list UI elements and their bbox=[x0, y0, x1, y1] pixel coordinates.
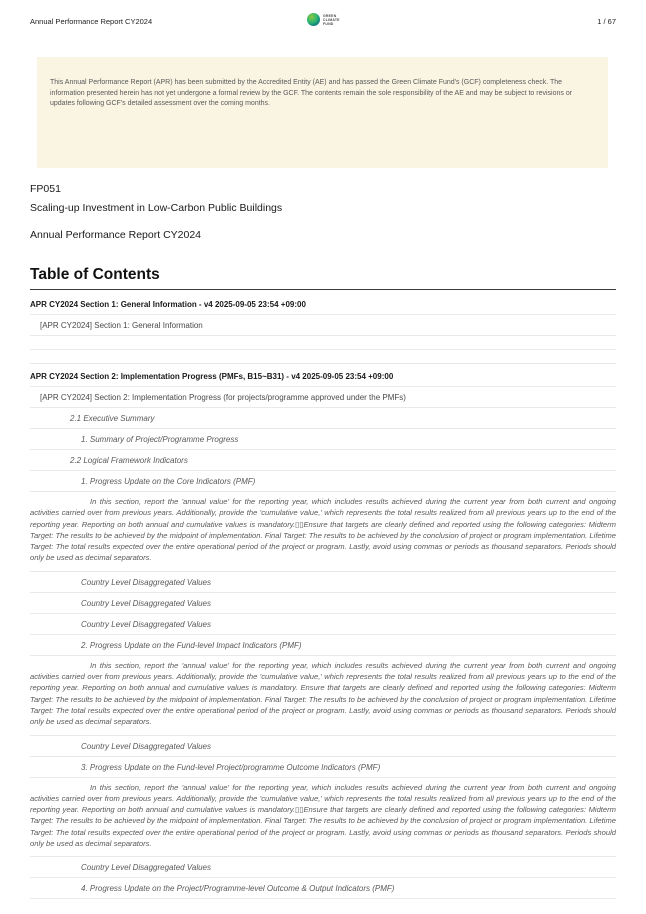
toc-entry[interactable]: Country Level Disaggregated Values bbox=[30, 593, 616, 614]
toc-heading: Table of Contents bbox=[30, 266, 616, 290]
toc-entry-2-1[interactable]: 2.1 Executive Summary bbox=[30, 408, 616, 429]
page-header bbox=[0, 0, 646, 26]
toc-entry[interactable]: 2. Progress Update on the Fund-level Impact Indicators (PMF) bbox=[30, 635, 616, 656]
toc-section-2-entry[interactable]: [APR CY2024] Section 2: Implementation Progress (for projects/programme approved under the PMFs) bbox=[30, 387, 616, 408]
gcf-globe-icon bbox=[307, 13, 320, 26]
gcf-logo bbox=[307, 13, 339, 26]
toc-entry[interactable]: Country Level Disaggregated Values bbox=[30, 572, 616, 593]
toc-entry[interactable]: 1. Summary of Project/Programme Progress bbox=[30, 429, 616, 450]
page-number: 1 / 67 bbox=[597, 17, 616, 26]
toc-description-paragraph: In this section, report the 'annual value' for the reporting year, which includes results achieved during the current year from both current and ongoing activities carried over from previous years. Additionally, provide the 'cumulative value,' which represents the total results realized from all previous years up to the end of the reporting year. Reporting on both annual and cumulative values is mandatory.▯▯Ensure that targets are clearly defined and reported using the following categories: Midterm Target: The results to be achieved by the midpoint of implementation. Final Target: The results to be achieved by the conclusion of project or program implementation. Lifetime Target: The total results expected over the entire operational period of the project or program. Lastly, avoid using commas or periods as thousand separators. Periods should only be used as decimal separators. bbox=[30, 492, 616, 572]
toc-rows bbox=[30, 292, 616, 899]
table-of-contents bbox=[30, 266, 616, 899]
toc-entry[interactable]: Country Level Disaggregated Values bbox=[30, 736, 616, 757]
toc-section-2-header[interactable]: APR CY2024 Section 2: Implementation Progress (PMFs, B15~B31) - v4 2025-09-05 23:54 +09:00 bbox=[30, 364, 616, 387]
header-title: Annual Performance Report CY2024 bbox=[30, 17, 153, 26]
toc-entry[interactable]: 3. Progress Update on the Fund-level Project/programme Outcome Indicators (PMF) bbox=[30, 757, 616, 778]
toc-section-1-entry[interactable]: [APR CY2024] Section 1: General Information bbox=[30, 315, 616, 336]
toc-entry[interactable]: Country Level Disaggregated Values bbox=[30, 614, 616, 635]
project-name: Scaling-up Investment in Low-Carbon Public Buildings bbox=[30, 202, 283, 214]
submission-notice-text: This Annual Performance Report (APR) has been submitted by the Accredited Entity (AE) and has passed the Green Climate Fund's (GCF) completeness check. The information presented herein has not yet undergone a formal review by the GCF. The contents remain the sole responsibility of the AE and may be subject to revisions or updates following GCF's detailed assessment over the coming months. bbox=[50, 79, 573, 107]
toc-description-paragraph: In this section, report the 'annual value' for the reporting year, which includes results achieved during the current year from both current and ongoing activities carried over from previous years. Additionally, provide the 'cumulative value,' which represents the total results realized from all previous years up to the end of the reporting year. Reporting on both annual and cumulative values is mandatory.▯▯Ensure that targets are clearly defined and reported using the following categories: Midterm Target: The results to be achieved by the midpoint of implementation. Final Target: The results to be achieved by the conclusion of project or program implementation. Lifetime Target: The total results expected over the entire operational period of the project or program. Lastly, avoid using commas or periods as thousand separators. Periods should only be used as decimal separators. bbox=[30, 778, 616, 858]
toc-entry[interactable]: 4. Progress Update on the Project/Programme-level Outcome & Output Indicators (PMF) bbox=[30, 878, 616, 899]
toc-description-paragraph: In this section, report the 'annual value' for the reporting year, which includes results achieved during the current year from both current and ongoing activities carried over from previous years. Additionally, provide the 'cumulative value,' which represents the total results realized from all previous years up to the end of the reporting year. Reporting on both annual and cumulative values is mandatory. Ensure that targets are clearly defined and reported using the following categories: Midterm Target: The results to be achieved by the midpoint of implementation. Final Target: The results to be achieved by the conclusion of project or program implementation. Lifetime Target: The total results expected over the entire operational period of the project or program. Lastly, avoid using commas or periods as thousand separators. Periods should only be used as decimal separators. bbox=[30, 656, 616, 736]
submission-notice-box bbox=[37, 57, 608, 168]
project-id: FP051 bbox=[30, 183, 61, 195]
toc-spacer bbox=[30, 350, 616, 364]
report-name: Annual Performance Report CY2024 bbox=[30, 229, 202, 241]
title-block bbox=[30, 183, 282, 241]
toc-spacer bbox=[30, 336, 616, 350]
gcf-logo-text: GREEN CLIMATE FUND bbox=[323, 13, 340, 26]
toc-entry[interactable]: Country Level Disaggregated Values bbox=[30, 857, 616, 878]
toc-section-1-header[interactable]: APR CY2024 Section 1: General Information - v4 2025-09-05 23:54 +09:00 bbox=[30, 292, 616, 315]
toc-entry-2-2[interactable]: 2.2 Logical Framework Indicators bbox=[30, 450, 616, 471]
toc-entry[interactable]: 1. Progress Update on the Core Indicators (PMF) bbox=[30, 471, 616, 492]
